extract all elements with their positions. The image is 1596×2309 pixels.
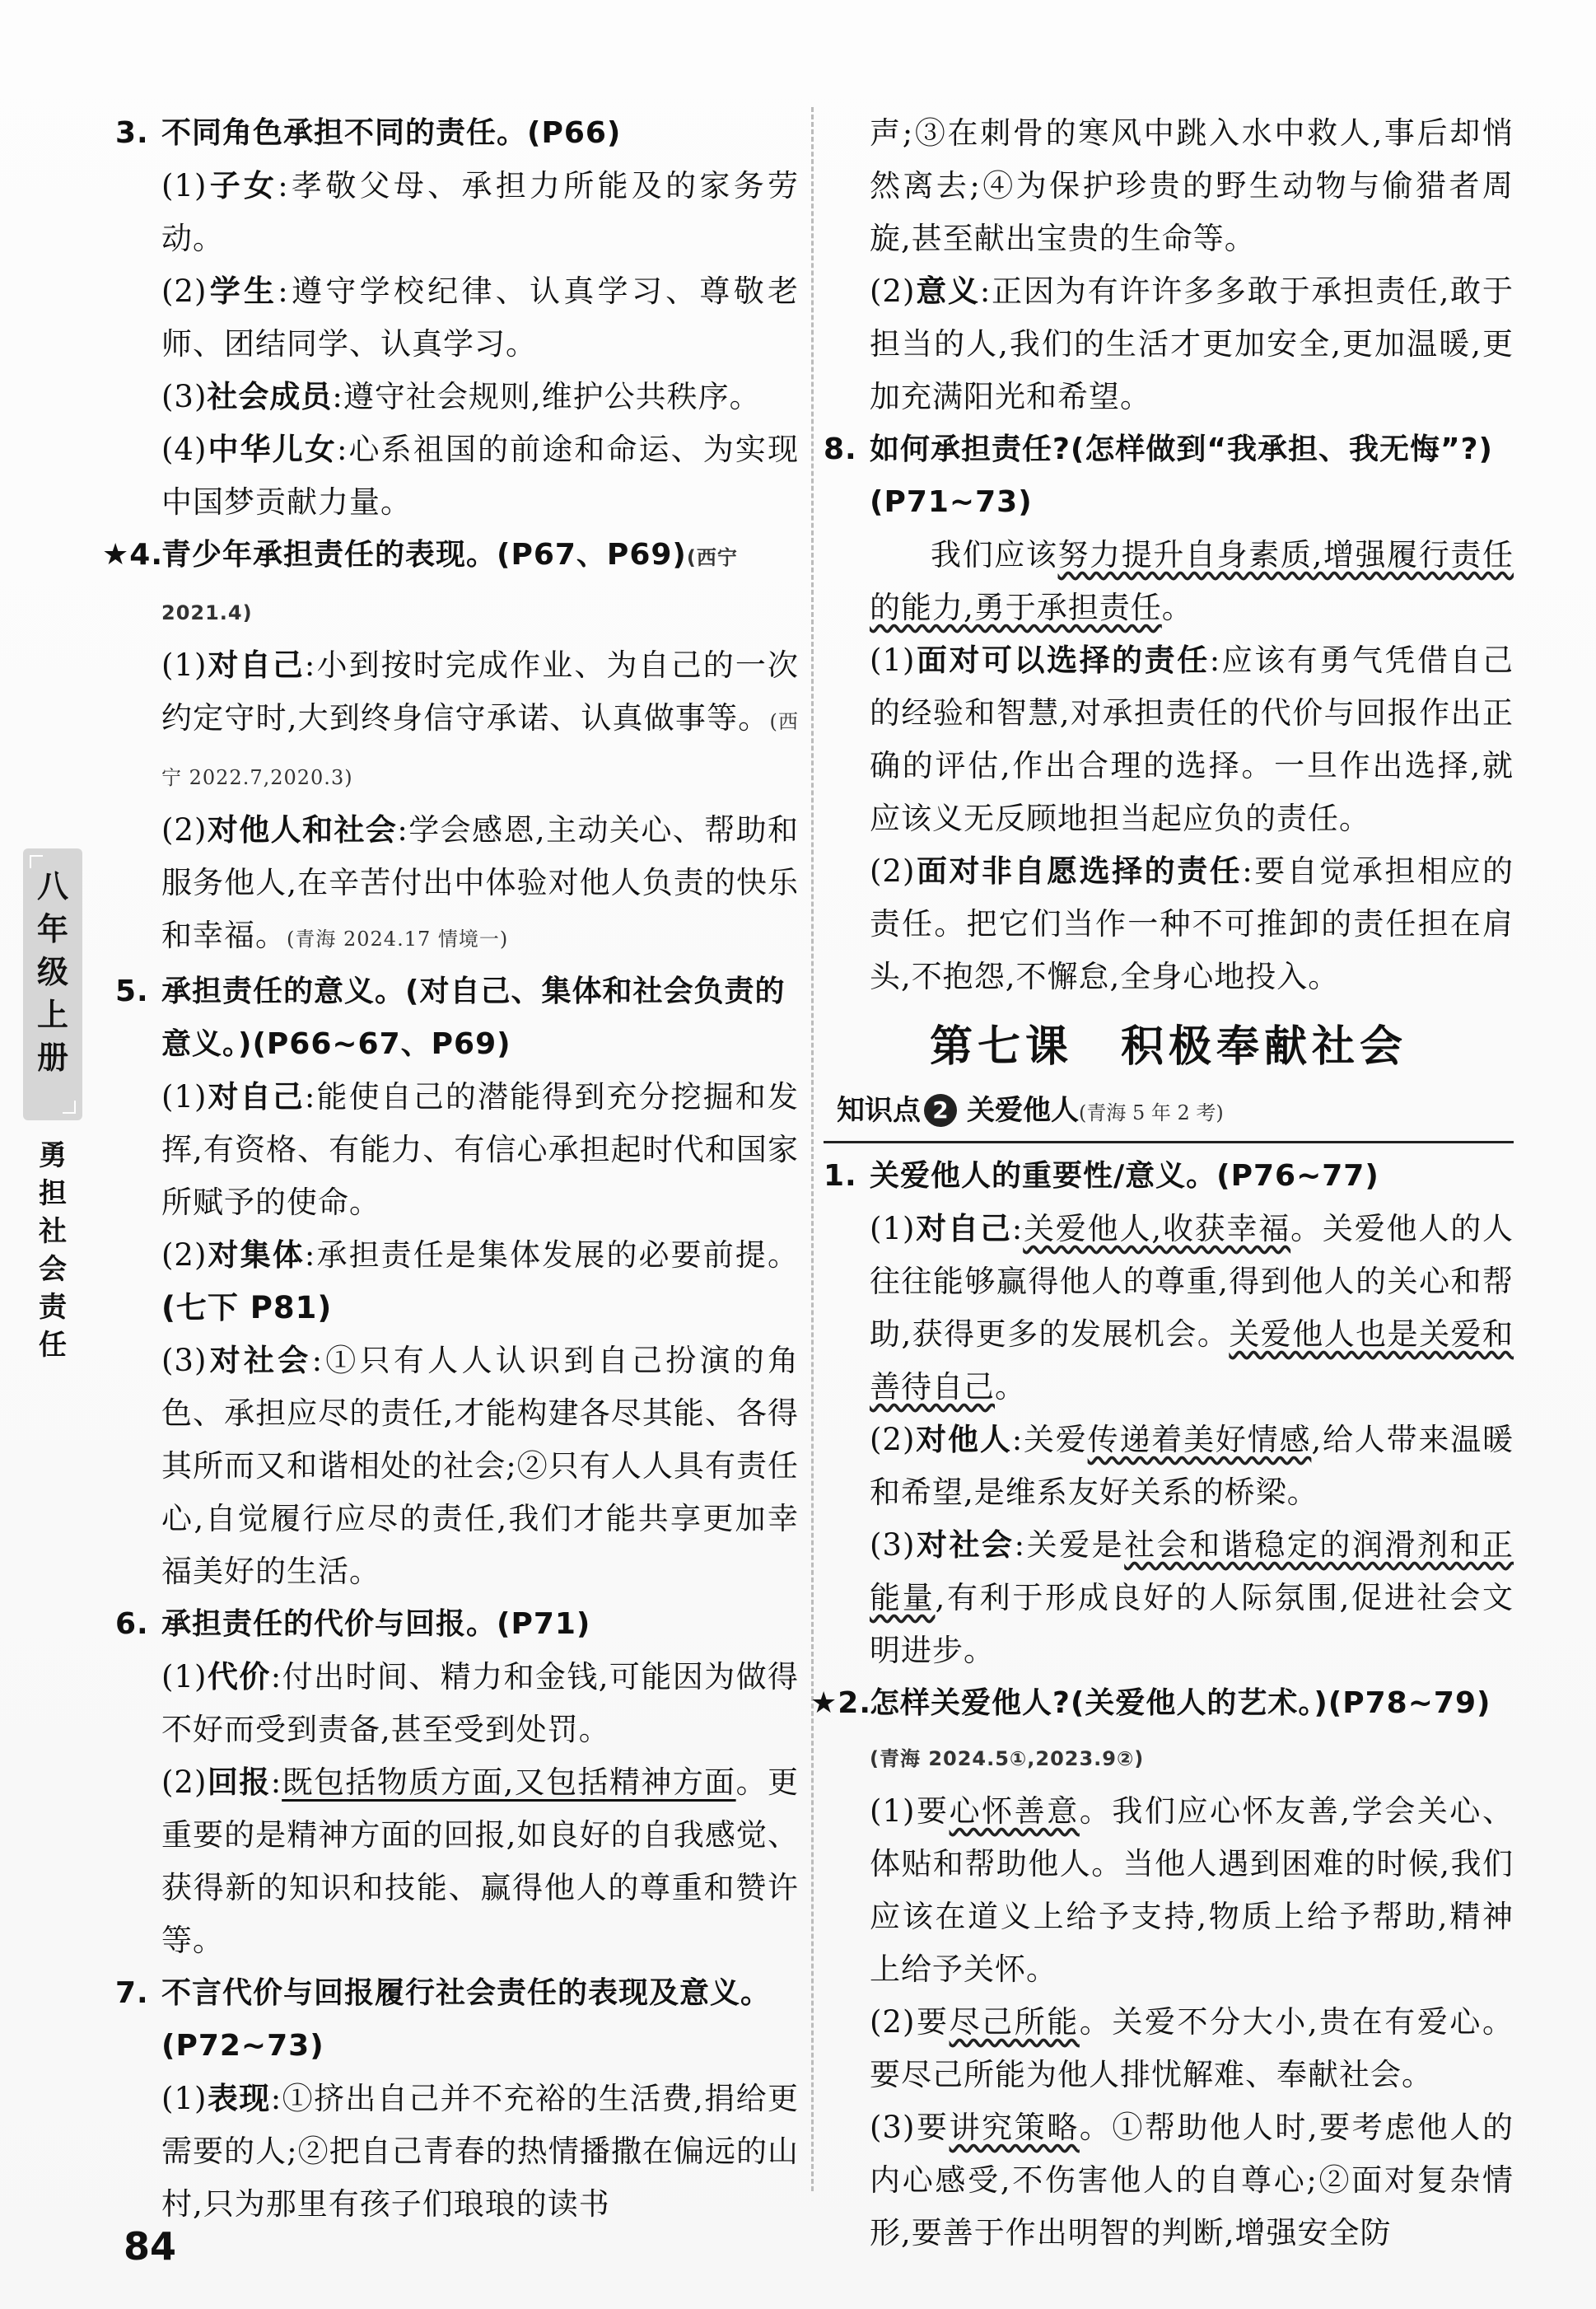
answer-item xyxy=(824,265,1514,423)
item-key: 代价 xyxy=(207,1659,271,1694)
wavy-phrase: 传递着美好情感 xyxy=(1087,1422,1312,1457)
item-colon: : xyxy=(270,1764,282,1800)
right-column xyxy=(810,107,1514,2260)
item-key: 对他人和社会 xyxy=(207,812,398,848)
item-key: 社会成员 xyxy=(207,379,333,414)
answer-item xyxy=(824,1785,1514,1996)
underlined-phrase: 既包括物质方面,又包括精神方面 xyxy=(282,1764,736,1800)
answer-item xyxy=(824,1519,1514,1677)
item-text: :应该有勇气凭借自己的经验和智慧,对承担责任的代价与回报作出正确的评估,作出合理的选择。一旦作出选择,就应该义无反顾地担当起应负的责任。 xyxy=(870,643,1514,836)
item-key: 意义 xyxy=(915,273,980,309)
question-number: ★4. xyxy=(102,538,163,572)
item-colon: : xyxy=(1011,1211,1024,1246)
item-lead: (1) xyxy=(870,1793,916,1829)
knowledge-point-number: 2 xyxy=(924,1094,957,1127)
answer-item xyxy=(115,804,799,965)
item-text: :心系祖国的前途和命运、为实现中国梦贡献力量。 xyxy=(161,432,800,520)
question-heading xyxy=(115,965,799,1071)
item-lead: (3) xyxy=(161,1343,208,1378)
item-key: 对他人 xyxy=(915,1422,1012,1457)
item-key: 表现 xyxy=(207,2081,271,2116)
question-number: 8. xyxy=(824,432,857,466)
exam-source: (青海 2024.17 情境一) xyxy=(287,928,509,951)
answer-item xyxy=(115,371,799,423)
item-lead: (4) xyxy=(161,432,208,467)
item-text: :能使自己的潜能得到充分挖掘和发挥,有资格、有能力、有信心承担起时代和国家所赋予的使命。 xyxy=(161,1079,800,1220)
item-text: :孝敬父母、承担力所能及的家务劳动。 xyxy=(161,168,800,256)
knowledge-point-title: 关爱他人 xyxy=(967,1094,1079,1127)
answer-intro xyxy=(824,529,1514,634)
continued-text: 声;③在刺骨的寒风中跳入水中救人,事后却悄然离去;④为保护珍贵的野生动物与偷猎者周旋,甚至献出宝贵的生命等。 xyxy=(870,115,1514,256)
intro-text: 我们应该 xyxy=(931,537,1058,573)
item-text: 。我们应心怀友善,学会关心、体贴和帮助他人。当他人遇到困难的时候,我们应该在道义上给予支持,物质上给予帮助,精神上给予关怀。 xyxy=(870,1793,1514,1987)
item-text: 要 xyxy=(915,2004,950,2040)
item-key: 对自己 xyxy=(915,1211,1012,1246)
grade-label: 八年级上册 xyxy=(36,868,68,1076)
question-number: 7. xyxy=(115,1976,149,2010)
question-title: 青少年承担责任的表现。(P67、P69) xyxy=(161,538,687,572)
item-key: 面对可以选择的责任 xyxy=(915,643,1210,678)
item-lead: (3) xyxy=(161,379,208,414)
item-colon: : xyxy=(1014,1527,1026,1563)
question-7 xyxy=(115,1967,799,2231)
answer-item xyxy=(824,1414,1514,1519)
item-lead: (1) xyxy=(161,1079,208,1115)
wavy-phrase: 关爱他人也是关爱和善待自己 xyxy=(870,1316,1514,1405)
item-text: :正因为有许许多多敢于承担责任,敢于担当的人,我们的生活才更加安全,更加温暖,更加充满阳光和希望。 xyxy=(870,273,1514,414)
item-text: 要 xyxy=(915,1793,950,1829)
question-4 xyxy=(102,529,800,965)
question-number: 1. xyxy=(824,1159,857,1193)
item-text: 。关爱他人的人往往能够赢得他人的尊重,得到他人的关心和帮助,获得更多的发展机会。 xyxy=(870,1211,1514,1352)
tab-corner-mark xyxy=(63,1101,76,1114)
question-r2 xyxy=(810,1677,1514,2260)
wavy-phrase: 心怀善意 xyxy=(949,1793,1080,1829)
column-divider xyxy=(811,107,814,2191)
question-heading xyxy=(824,423,1514,529)
question-number: 6. xyxy=(115,1607,149,1641)
item-text: 。 xyxy=(995,1369,1026,1405)
question-title: 怎样关爱他人?(关爱他人的艺术。)(P78~79) xyxy=(870,1686,1491,1720)
item-text: 要 xyxy=(915,2110,950,2145)
item-text: :①挤出自己并不充裕的生活费,捐给更需要的人;②把自己青春的热情播撒在偏远的山村,只为那里有孩子们琅琅的读书 xyxy=(161,2081,800,2222)
wavy-phrase: 社会和谐稳定的润滑剂和正能量 xyxy=(870,1527,1514,1615)
question-8 xyxy=(824,423,1514,1003)
item-text: :遵守学校纪律、认真学习、尊敬老师、团结同学、认真学习。 xyxy=(161,273,800,362)
item-key: 回报 xyxy=(207,1764,271,1800)
question-heading xyxy=(115,107,799,160)
item-key: 子女 xyxy=(207,168,278,203)
answer-item xyxy=(824,1203,1514,1414)
question-number: 5. xyxy=(115,975,149,1008)
answer-item xyxy=(115,1756,799,1967)
item-text: 关爱 xyxy=(1023,1422,1088,1457)
question-heading xyxy=(810,1677,1514,1785)
item-key: 对集体 xyxy=(207,1237,305,1273)
question-5 xyxy=(115,965,799,1598)
lesson-title: 第七课 积极奉献社会 xyxy=(929,1022,1407,1072)
item-lead: (2) xyxy=(161,273,208,309)
question-heading xyxy=(115,1598,799,1651)
grade-side-tab xyxy=(23,848,82,1120)
item-lead: (2) xyxy=(161,1237,208,1273)
answer-item xyxy=(824,634,1514,845)
item-key: 对自己 xyxy=(207,647,305,683)
intro-text: 。 xyxy=(1161,590,1193,625)
wavy-phrase: 关爱他人,收获幸福 xyxy=(1023,1211,1291,1246)
item-lead: (1) xyxy=(161,1659,208,1694)
item-lead: (1) xyxy=(161,2081,208,2116)
wavy-phrase: 努力提升自身素质,增强履行责任的能力,勇于承担责任 xyxy=(870,537,1514,625)
answer-item xyxy=(115,1229,799,1334)
item-text: 。①帮助他人时,要考虑他人的内心感受,不伤害他人的自尊心;②面对复杂情形,要善于作出明智的判断,增强安全防 xyxy=(870,2110,1514,2251)
item-text: :付出时间、精力和金钱,可能因为做得不好而受到责备,甚至受到处罚。 xyxy=(161,1659,800,1747)
page-number: 84 xyxy=(124,2224,177,2269)
question-title: 承担责任的意义。(对自己、集体和社会负责的意义。)(P66~67、P69) xyxy=(161,975,786,1061)
left-column xyxy=(102,107,800,2231)
answer-item xyxy=(824,1996,1514,2101)
question-number: ★2. xyxy=(810,1686,871,1720)
exam-source: (西宁2021.4) xyxy=(161,546,738,624)
item-lead: (1) xyxy=(161,168,208,203)
answer-item xyxy=(824,845,1514,1003)
question-heading xyxy=(115,1967,799,2073)
knowledge-point-header xyxy=(824,1087,1514,1143)
item-lead: (2) xyxy=(870,1422,916,1457)
question-6 xyxy=(115,1598,799,1967)
answer-item xyxy=(115,265,799,371)
item-text: :遵守社会规则,维护公共秩序。 xyxy=(332,379,761,414)
answer-item xyxy=(115,1651,799,1756)
item-text: 关爱是 xyxy=(1025,1527,1125,1563)
item-text: ,给人带来温暖和希望,是维系友好关系的桥梁。 xyxy=(870,1422,1514,1510)
knowledge-point-label: 知识点 xyxy=(837,1094,921,1127)
answer-item xyxy=(115,2073,799,2231)
cross-reference: (七下 P81) xyxy=(161,1290,333,1325)
question-number: 3. xyxy=(115,116,149,150)
answer-item xyxy=(115,1334,799,1598)
item-lead: (1) xyxy=(870,1211,916,1246)
question-heading xyxy=(824,1150,1514,1203)
answer-item xyxy=(115,639,799,804)
item-key: 对社会 xyxy=(207,1343,312,1378)
item-key: 中华儿女 xyxy=(207,432,337,467)
item-text: ,有利于形成良好的人际氛围,促进社会文明进步。 xyxy=(870,1580,1514,1668)
item-lead: (2) xyxy=(870,853,916,889)
question-title: 关爱他人的重要性/意义。(P76~77) xyxy=(870,1159,1379,1193)
item-text: 。更重要的是精神方面的回报,如良好的自我感觉、获得新的知识和技能、赢得他人的尊重和赞许等。 xyxy=(161,1764,800,1958)
item-lead: (2) xyxy=(870,273,916,309)
item-text: :①只有人人认识到自己扮演的角色、承担应尽的责任,才能构建各尽其能、各得其所而又和谐相处的社会;②只有人人具有责任心,自觉履行应尽的责任,我们才能共享更加幸福美好的生活。 xyxy=(161,1343,800,1589)
answer-item xyxy=(115,1071,799,1229)
item-text: 。关爱不分大小,贵在有爱心。要尽己所能为他人排忧解难、奉献社会。 xyxy=(870,2004,1514,2092)
exam-source: (青海 5 年 2 考) xyxy=(1079,1101,1224,1124)
item-colon: : xyxy=(1011,1422,1024,1457)
question-3 xyxy=(115,107,799,529)
item-lead: (2) xyxy=(161,812,208,848)
item-text: :承担责任是集体发展的必要前提。 xyxy=(304,1237,800,1273)
question-heading xyxy=(102,529,799,639)
item-text: :要自觉承担相应的责任。把它们当作一种不可推卸的责任担在肩头,不抱怨,不懈怠,全身心地投入。 xyxy=(870,853,1514,994)
question-title: 如何承担责任?(怎样做到“我承担、我无悔”?)(P71~73) xyxy=(870,432,1493,519)
question-title: 承担责任的代价与回报。(P71) xyxy=(161,1607,591,1641)
item-key: 学生 xyxy=(207,273,278,309)
exam-source: (青海 2024.5①,2023.9②) xyxy=(870,1747,1145,1770)
exam-source: (西宁 2022.7,2020.3) xyxy=(161,710,799,789)
answer-item xyxy=(824,2101,1514,2260)
question-title: 不同角色承担不同的责任。(P66) xyxy=(161,116,622,150)
item-lead: (2) xyxy=(161,1764,208,1800)
item-lead: (2) xyxy=(870,2004,916,2040)
item-key: 对自己 xyxy=(207,1079,305,1115)
item-lead: (1) xyxy=(161,647,208,683)
item-lead: (1) xyxy=(870,643,916,678)
question-r1 xyxy=(824,1150,1514,1677)
answer-item xyxy=(115,423,799,529)
question-title: 不言代价与回报履行社会责任的表现及意义。(P72~73) xyxy=(161,1976,772,2063)
unit-side-title: 勇担社会责任 xyxy=(39,1139,67,1362)
wavy-phrase: 讲究策略 xyxy=(949,2110,1080,2145)
item-lead: (3) xyxy=(870,2110,916,2145)
item-text: :小到按时完成作业、为自己的一次约定守时,大到终身信守承诺、认真做事等。 xyxy=(161,647,800,736)
wavy-phrase: 尽己所能 xyxy=(949,2004,1080,2040)
item-key: 面对非自愿选择的责任 xyxy=(915,853,1243,889)
item-lead: (3) xyxy=(870,1527,916,1563)
item-text: :学会感恩,主动关心、帮助和服务他人,在辛苦付出中体验对他人负责的快乐和幸福。 xyxy=(161,812,799,953)
answer-item xyxy=(115,160,799,265)
item-key: 对社会 xyxy=(915,1527,1015,1563)
